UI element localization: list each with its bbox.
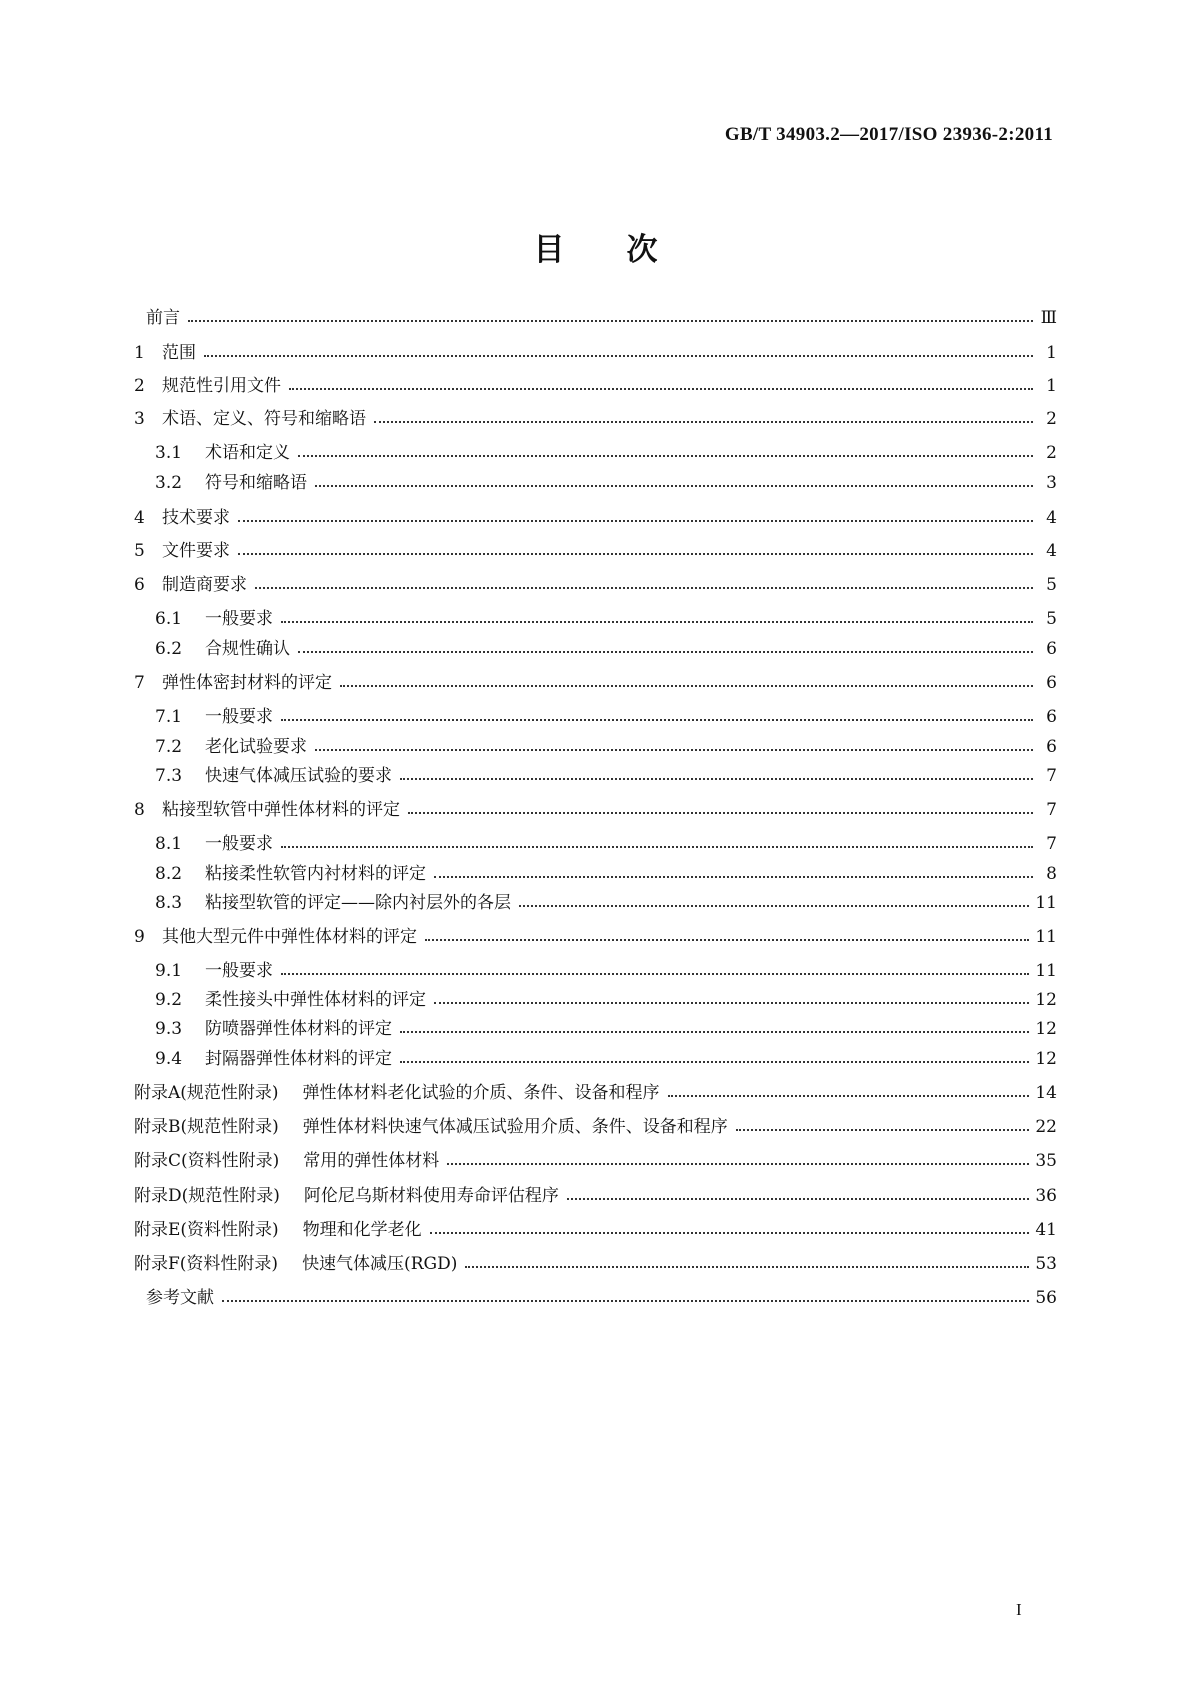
toc-dot-leader bbox=[434, 1002, 1029, 1004]
toc-entry bbox=[155, 470, 1057, 496]
toc-entry-number: 附录F(资料性附录) bbox=[134, 1254, 279, 1274]
toc-entry-number: 9 bbox=[134, 927, 145, 947]
toc-dot-leader bbox=[222, 1300, 1029, 1302]
toc-dot-leader bbox=[567, 1198, 1029, 1200]
toc-dot-leader bbox=[255, 587, 1033, 589]
toc-entry-label: 老化试验要求 bbox=[205, 737, 307, 757]
toc-entry-page: 3 bbox=[1046, 473, 1057, 493]
toc-dot-leader bbox=[281, 973, 1029, 975]
toc-dot-leader bbox=[400, 1031, 1029, 1033]
toc-entry bbox=[155, 1046, 1057, 1072]
toc-dot-leader bbox=[315, 749, 1033, 751]
toc-entry bbox=[155, 606, 1057, 632]
toc-entry-label: 弹性体密封材料的评定 bbox=[162, 673, 332, 693]
toc-dot-leader bbox=[430, 1232, 1030, 1234]
toc-dot-leader bbox=[425, 939, 1029, 941]
toc-entry-page: 35 bbox=[1035, 1151, 1057, 1171]
toc-entry-number: 7 bbox=[134, 673, 145, 693]
toc-entry bbox=[134, 505, 1057, 531]
toc-entry-number: 6.2 bbox=[155, 639, 183, 659]
toc-entry-page: 6 bbox=[1046, 639, 1057, 659]
toc-dot-leader bbox=[408, 812, 1033, 814]
toc-entry-number: 8.2 bbox=[155, 864, 183, 884]
toc-entry-page: 7 bbox=[1046, 800, 1057, 820]
document-code: GB/T 34903.2—2017/ISO 23936-2:2011 bbox=[724, 124, 1053, 145]
toc-entry-label: 粘接型软管的评定——除内衬层外的各层 bbox=[205, 893, 511, 913]
toc-entry bbox=[155, 831, 1057, 857]
toc-entry bbox=[134, 670, 1057, 696]
toc-dot-leader bbox=[374, 421, 1033, 423]
toc-entry bbox=[134, 1183, 1057, 1209]
toc-entry-page: 5 bbox=[1046, 575, 1057, 595]
toc-dot-leader bbox=[204, 355, 1033, 357]
toc-entry-label: 一般要求 bbox=[205, 834, 273, 854]
toc-dot-leader bbox=[238, 520, 1033, 522]
toc-entry-label: 封隔器弹性体材料的评定 bbox=[205, 1049, 392, 1069]
toc-entry-number: 9.3 bbox=[155, 1019, 183, 1039]
toc-entry bbox=[134, 1285, 1057, 1311]
toc-entry-page: 6 bbox=[1046, 673, 1057, 693]
toc-entry bbox=[155, 958, 1057, 984]
toc-entry-label: 一般要求 bbox=[205, 707, 273, 727]
toc-entry bbox=[134, 797, 1057, 823]
toc-entry-number: 5 bbox=[134, 541, 145, 561]
toc-entry-number: 6 bbox=[134, 575, 145, 595]
toc-dot-leader bbox=[281, 719, 1033, 721]
toc-dot-leader bbox=[289, 388, 1033, 390]
toc-dot-leader bbox=[340, 685, 1033, 687]
toc-entry-label: 其他大型元件中弹性体材料的评定 bbox=[162, 927, 417, 947]
toc-entry bbox=[134, 340, 1057, 366]
toc-entry bbox=[134, 924, 1057, 950]
page-title: 目次 bbox=[533, 232, 720, 268]
toc-entry-number: 7.2 bbox=[155, 737, 183, 757]
toc-dot-leader bbox=[315, 485, 1033, 487]
toc-entry-page: 11 bbox=[1035, 927, 1057, 947]
toc-entry-number: 7.3 bbox=[155, 766, 183, 786]
toc-entry-page: 5 bbox=[1046, 609, 1057, 629]
toc-dot-leader bbox=[434, 876, 1033, 878]
toc-entry-page: 6 bbox=[1046, 737, 1057, 757]
toc-entry-number: 8.1 bbox=[155, 834, 183, 854]
toc-entry bbox=[134, 572, 1057, 598]
toc-entry-label: 粘接型软管中弹性体材料的评定 bbox=[162, 800, 400, 820]
toc-entry-page: 4 bbox=[1046, 508, 1057, 528]
toc-entry-page: 12 bbox=[1035, 990, 1057, 1010]
toc-entry-number: 9.1 bbox=[155, 961, 183, 981]
toc-entry-number: 7.1 bbox=[155, 707, 183, 727]
toc-entry-page: 7 bbox=[1046, 834, 1057, 854]
toc-entry-page: 4 bbox=[1046, 541, 1057, 561]
toc-dot-leader bbox=[400, 1061, 1029, 1063]
toc-entry-label: 弹性体材料快速气体减压试验用介质、条件、设备和程序 bbox=[302, 1117, 728, 1137]
toc-entry-label: 技术要求 bbox=[162, 508, 230, 528]
page-number: I bbox=[1016, 1600, 1022, 1619]
toc-entry-page: 8 bbox=[1046, 864, 1057, 884]
toc-entry bbox=[134, 1148, 1057, 1174]
toc-entry-number: 9.2 bbox=[155, 990, 183, 1010]
toc-entry-number: 3.1 bbox=[155, 443, 183, 463]
toc-entry bbox=[155, 734, 1057, 760]
toc-entry-number: 3.2 bbox=[155, 473, 183, 493]
toc-entry-page: 2 bbox=[1046, 409, 1057, 429]
toc-entry-number: 附录A(规范性附录) bbox=[134, 1083, 279, 1103]
toc-entry-label: 术语、定义、符号和缩略语 bbox=[162, 409, 366, 429]
toc-dot-leader bbox=[465, 1266, 1029, 1268]
toc-entry-page: 1 bbox=[1046, 376, 1057, 396]
toc-entry-page: Ⅲ bbox=[1040, 308, 1057, 328]
toc-entry-label: 常用的弹性体材料 bbox=[303, 1151, 440, 1171]
toc-entry-number: 附录D(规范性附录) bbox=[134, 1186, 280, 1206]
toc-dot-leader bbox=[238, 553, 1033, 555]
toc-entry-label: 文件要求 bbox=[162, 541, 230, 561]
toc-entry bbox=[134, 373, 1057, 399]
toc-entry bbox=[155, 440, 1057, 466]
toc-entry bbox=[134, 1251, 1057, 1277]
toc-entry-label: 防喷器弹性体材料的评定 bbox=[205, 1019, 392, 1039]
toc-entry-number: 附录B(规范性附录) bbox=[134, 1117, 279, 1137]
toc-entry-page: 41 bbox=[1035, 1220, 1057, 1240]
toc-entry-number: 3 bbox=[134, 409, 145, 429]
toc-entry-label: 范围 bbox=[162, 343, 196, 363]
toc-entry-number: 8 bbox=[134, 800, 145, 820]
toc-entry bbox=[134, 406, 1057, 432]
toc-entry-number: 2 bbox=[134, 376, 145, 396]
toc-entry-label: 物理和化学老化 bbox=[302, 1220, 422, 1240]
toc-entry bbox=[155, 1016, 1057, 1042]
toc-dot-leader bbox=[188, 320, 1033, 322]
toc-entry-label: 制造商要求 bbox=[162, 575, 247, 595]
toc-dot-leader bbox=[400, 778, 1033, 780]
toc-entry-label: 符号和缩略语 bbox=[205, 473, 307, 493]
toc-entry bbox=[134, 1080, 1057, 1106]
toc-entry-label: 术语和定义 bbox=[205, 443, 290, 463]
toc-entry-number: 4 bbox=[134, 508, 145, 528]
toc-entry-page: 12 bbox=[1035, 1019, 1057, 1039]
toc-entry-label: 规范性引用文件 bbox=[162, 376, 281, 396]
toc-entry-page: 22 bbox=[1035, 1117, 1057, 1137]
toc-dot-leader bbox=[298, 455, 1033, 457]
toc-entry-page: 2 bbox=[1046, 443, 1057, 463]
toc-entry-page: 56 bbox=[1035, 1288, 1057, 1308]
toc-dot-leader bbox=[281, 846, 1033, 848]
toc-entry bbox=[134, 538, 1057, 564]
toc-entry-page: 7 bbox=[1046, 766, 1057, 786]
toc-entry-label: 合规性确认 bbox=[205, 639, 290, 659]
toc-entry bbox=[134, 1114, 1057, 1140]
toc-entry-label: 前言 bbox=[146, 308, 180, 328]
toc-entry-page: 36 bbox=[1035, 1186, 1057, 1206]
toc-entry-label: 柔性接头中弹性体材料的评定 bbox=[205, 990, 426, 1010]
toc-entry bbox=[155, 763, 1057, 789]
toc-entry-label: 一般要求 bbox=[205, 961, 273, 981]
toc-entry-number: 9.4 bbox=[155, 1049, 183, 1069]
toc-entry-page: 14 bbox=[1035, 1083, 1057, 1103]
toc-dot-leader bbox=[668, 1095, 1030, 1097]
toc-entry-label: 粘接柔性软管内衬材料的评定 bbox=[205, 864, 426, 884]
toc-dot-leader bbox=[298, 651, 1033, 653]
toc-entry-number: 8.3 bbox=[155, 893, 183, 913]
toc-entry-page: 6 bbox=[1046, 707, 1057, 727]
toc-dot-leader bbox=[519, 905, 1029, 907]
toc-entry-page: 11 bbox=[1035, 961, 1057, 981]
toc-entry-label: 一般要求 bbox=[205, 609, 273, 629]
toc-entry bbox=[134, 1217, 1057, 1243]
toc-entry bbox=[155, 704, 1057, 730]
toc-entry bbox=[155, 636, 1057, 662]
toc-entry-page: 11 bbox=[1035, 893, 1057, 913]
toc-entry bbox=[155, 987, 1057, 1013]
toc-entry-number: 6.1 bbox=[155, 609, 183, 629]
toc-entry-label: 快速气体减压(RGD) bbox=[302, 1254, 458, 1274]
toc-entry-number: 1 bbox=[134, 343, 145, 363]
toc-entry bbox=[155, 890, 1057, 916]
toc-dot-leader bbox=[736, 1129, 1030, 1131]
toc-entry-page: 53 bbox=[1035, 1254, 1057, 1274]
toc-entry-number: 附录C(资料性附录) bbox=[134, 1151, 280, 1171]
toc-dot-leader bbox=[447, 1163, 1029, 1165]
toc-entry bbox=[134, 305, 1057, 331]
toc-entry bbox=[155, 861, 1057, 887]
toc-entry-label: 参考文献 bbox=[146, 1288, 214, 1308]
toc-entry-label: 快速气体减压试验的要求 bbox=[205, 766, 392, 786]
toc-entry-page: 12 bbox=[1035, 1049, 1057, 1069]
toc-entry-number: 附录E(资料性附录) bbox=[134, 1220, 279, 1240]
toc-entry-label: 弹性体材料老化试验的介质、条件、设备和程序 bbox=[302, 1083, 660, 1103]
toc-dot-leader bbox=[281, 621, 1033, 623]
toc-entry-label: 阿伦尼乌斯材料使用寿命评估程序 bbox=[303, 1186, 559, 1206]
toc-entry-page: 1 bbox=[1046, 343, 1057, 363]
